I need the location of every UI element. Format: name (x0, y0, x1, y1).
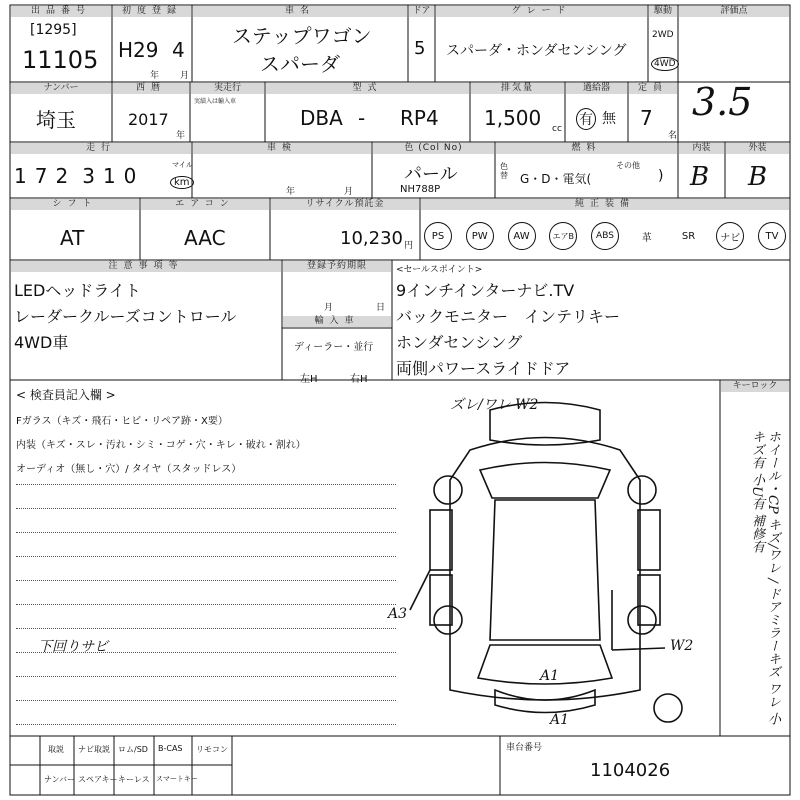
exterior-label: 外装 (726, 143, 789, 154)
model-prefix: DBA (300, 106, 343, 130)
footer-navi-manual: ナビ取説 (78, 745, 110, 754)
mileage-digit: 3 (82, 164, 95, 188)
caution-line: LEDヘッドライト (14, 281, 141, 300)
year-value: 2017 (128, 110, 169, 129)
pref-label: ナンバー (11, 83, 111, 94)
grade-value: スパーダ・ホンダセンシング (446, 43, 627, 59)
interior-grade: B (690, 162, 710, 192)
recycle-unit: 円 (404, 241, 414, 251)
shift-label: シフト (11, 199, 139, 210)
reg-era: H29 (118, 38, 159, 62)
lot-label: 出品番号 (11, 6, 111, 17)
turbo-yes: 有 (576, 108, 596, 130)
rear-bumper (495, 690, 595, 713)
drive-2wd: 2WD (652, 30, 674, 40)
prefecture: 埼玉 (36, 108, 76, 132)
name-label: 車名 (193, 6, 407, 17)
reg-month-unit: 月 (180, 71, 190, 81)
unit-km: km (170, 176, 194, 189)
shift-value: AT (60, 226, 85, 250)
seats-label: 定員 (629, 83, 677, 94)
inspection-label: 車検 (193, 143, 371, 154)
equip-sr: SR (681, 230, 696, 242)
fuel-close: ) (658, 168, 664, 184)
chassis-label: 車台番号 (506, 743, 543, 753)
footer-rom: ロム/SD (118, 745, 148, 754)
wheel-front-left (434, 476, 462, 504)
import-car-label: 輸入車 (283, 316, 391, 327)
steering-left: 左H (300, 374, 318, 385)
lot-number: 11105 (22, 46, 99, 74)
displacement: 1,500 (484, 106, 542, 130)
sales-label: <セールスポイント> (396, 265, 483, 275)
handwritten-note: 下回りサビ (38, 639, 108, 655)
mileage-digit: 1 (14, 164, 27, 188)
cc-unit: cc (552, 124, 562, 134)
mileage-digit: 2 (55, 164, 69, 188)
ac-value: AAC (184, 226, 226, 250)
recycle-fee: 10,230 (340, 228, 403, 249)
mark-right: W2 (670, 638, 694, 654)
mileage-digit: 7 (34, 164, 48, 188)
footer-spare-key: スペアキー (78, 775, 118, 784)
wheel-rear-left (434, 606, 462, 634)
exterior-grade: B (748, 162, 768, 192)
mark-top: ズレ/ワレ W2 (450, 397, 539, 413)
interior-label: 内装 (679, 143, 724, 154)
reg-label: 初度登録 (113, 6, 191, 17)
equip-ps: PS (424, 222, 452, 250)
audio-line: オーディオ（無し・穴）/ タイヤ（スタッドレス） (16, 464, 242, 475)
score-label: 評価点 (679, 6, 789, 17)
front-windshield (480, 463, 610, 499)
equip-leather: 革 (641, 232, 652, 244)
seats-unit: 名 (668, 131, 678, 141)
car-name-line1: ステップワゴン (232, 24, 372, 48)
footer-keyless: キーレス (118, 775, 150, 784)
mileage-label: 走行 (11, 143, 191, 154)
footer-bcas: B-CAS (158, 744, 183, 753)
color-side: 色替 (500, 162, 508, 180)
right-door-rear (638, 575, 660, 625)
steering-right: 右H (350, 374, 368, 385)
color-name: パール (404, 164, 458, 185)
mark-left: A3 (388, 606, 408, 622)
color-label: 色 (Col No) (373, 143, 494, 154)
grade-label: グレード (436, 6, 647, 17)
drive-label: 駆動 (649, 6, 677, 17)
color-code: NH788P (400, 184, 441, 195)
equip-airbag: エアB (549, 222, 577, 250)
lot-prefix: [1295] (30, 22, 77, 38)
equip-aw: AW (508, 222, 536, 250)
sales-line: 両側パワースライドドア (396, 359, 571, 378)
car-name-line2: スパーダ (260, 52, 340, 76)
model-code: RP4 (400, 106, 439, 130)
sales-line: 9インチインターナビ.TV (396, 281, 575, 300)
model-label: 型式 (266, 83, 469, 94)
footer-plate: ナンバー (44, 775, 76, 784)
reserved-month: 月 (324, 303, 334, 313)
footer-smart-key: スマートキー (156, 775, 198, 783)
left-door-front (430, 510, 452, 570)
side-label: キーロック (721, 381, 789, 392)
year-unit: 年 (176, 131, 186, 141)
inspection-month: 月 (344, 187, 354, 197)
fuel-options: G・D・電気( (520, 172, 592, 186)
turbo-label: 過給器 (566, 83, 627, 94)
footer-manual: 取説 (48, 745, 64, 754)
model-dash: - (358, 106, 366, 130)
inspection-year: 年 (286, 187, 296, 197)
sales-line: バックモニター インテリキー (396, 307, 621, 326)
right-door-front (638, 510, 660, 570)
mileage-digit: 0 (123, 164, 137, 188)
left-door-rear (430, 575, 452, 625)
door-label: ドア (409, 6, 434, 17)
mark-bottom-1: A1 (540, 668, 560, 684)
caution-label: 注意事項等 (11, 261, 281, 272)
equip-label: 純正装備 (421, 199, 789, 210)
equip-abs: ABS (591, 222, 619, 250)
footer-remote: リモコン (196, 745, 228, 754)
mark-bottom-2: A1 (550, 712, 570, 728)
mileage-digit: 1 (102, 164, 116, 188)
reserved-label: 登録予約期限 (283, 261, 391, 272)
doors-value: 5 (414, 38, 426, 59)
cc-label: 排気量 (471, 83, 564, 94)
ac-label: エアコン (141, 199, 269, 210)
reg-month: 4 (172, 38, 185, 62)
import-label: 実走行 (191, 83, 264, 94)
seats-value: 7 (640, 106, 653, 130)
sales-line: ホンダセンシング (396, 333, 523, 352)
wheel-rear-right (628, 606, 656, 634)
chassis-number: 1104026 (590, 760, 671, 781)
equip-tv: TV (758, 222, 786, 250)
glass-line: Fガラス（キズ・飛石・ヒビ・リペア跡・X要） (16, 416, 228, 427)
car-body-outline (450, 438, 640, 701)
drive-4wd: 4WD (651, 57, 679, 71)
inspection-title: < 検査員記入欄 > (16, 388, 116, 402)
equip-navi: ナビ (716, 222, 744, 250)
fuel-other: その他 (616, 161, 640, 170)
fuel-label: 燃料 (496, 143, 677, 154)
car-roof (490, 500, 600, 640)
turbo-no: 無 (602, 111, 616, 127)
reg-year-unit: 年 (150, 71, 160, 81)
wheel-front-right (628, 476, 656, 504)
side-notes: ホイール・CP キズ/ワレ / ドアミラーキズ ワレ 小キズ有 小U有 補修有 (749, 430, 780, 726)
caution-line: レーダークルーズコントロール (14, 307, 237, 326)
unit-mile: マイル (172, 161, 193, 169)
equip-pw: PW (466, 222, 494, 250)
reserved-day: 日 (376, 303, 386, 313)
caution-line: 4WD車 (14, 333, 69, 352)
year-label: 西暦 (113, 83, 189, 94)
dealer-parallel: ディーラー・並行 (294, 342, 374, 353)
interior-line: 内装（キズ・スレ・汚れ・シミ・コゲ・穴・キレ・破れ・割れ） (16, 440, 306, 451)
spare-wheel (654, 694, 682, 722)
score-value: 3.5 (692, 80, 753, 124)
import-sub: 実績入は輸入車 (194, 98, 237, 105)
recycle-label: リサイクル預託金 (271, 199, 419, 210)
